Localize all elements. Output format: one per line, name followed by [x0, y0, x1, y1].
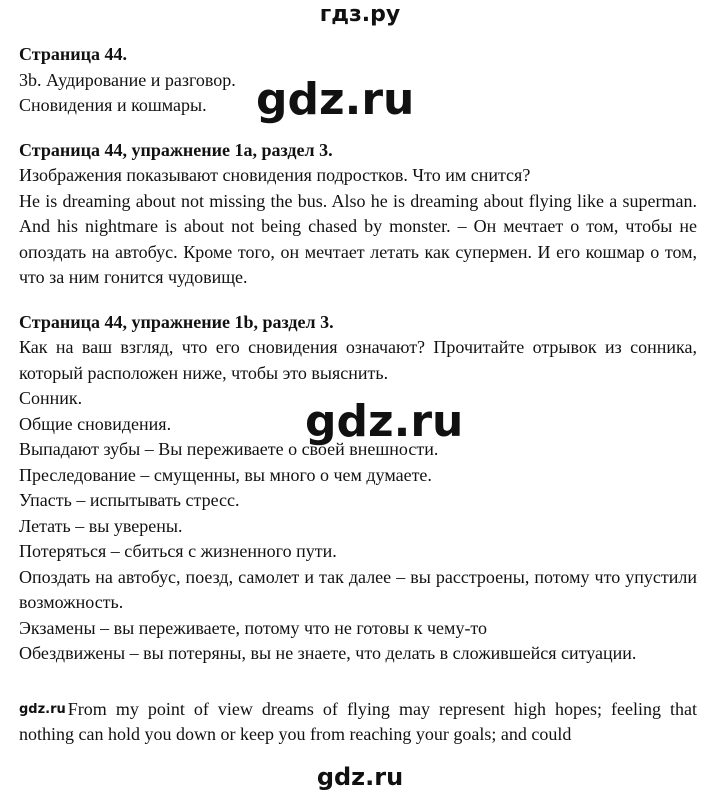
watermark: gdz.ru: [256, 74, 415, 125]
list-item: Обездвижены – вы потеряны, вы не знаете, что делать в сложившейся ситуации.: [19, 643, 637, 663]
list-item: Экзамены – вы переживаете, потому что не готовы к чему-то: [19, 617, 488, 638]
list-item: Сонник.: [19, 388, 83, 408]
section-heading: Страница 44.: [19, 44, 127, 64]
watermark: gdz.ru: [305, 396, 464, 447]
exercise-question-1a: Изображения показывают сновидения подростков. Что им снится?: [19, 165, 531, 185]
list-item: Выпадают зубы – Вы переживаете о своей внешности.: [19, 439, 439, 459]
exercise-heading-1b: Страница 44, упражнение 1b, раздел 3.: [19, 311, 334, 332]
list-item: Преследование – смущенны, вы много о чем думаете.: [19, 464, 432, 485]
answer-paragraph: [19, 697, 697, 748]
list-item: Общие сновидения.: [19, 413, 172, 434]
list-item: Потеряться – сбиться с жизненного пути.: [19, 541, 337, 561]
list-item: Опоздать на автобус, поезд, самолет и так далее – вы расстроены, потому что упустили возможность.: [19, 566, 697, 612]
document-body: [19, 42, 697, 748]
exercise-question-1b: Как на ваш взгляд, что его сновидения означают? Прочитайте отрывок из сонника, который расположен ниже, чтобы это выяснить.: [19, 337, 697, 383]
topic-title: Сновидения и кошмары.: [19, 95, 207, 115]
exercise-heading-1a: Страница 44, упражнение 1a, раздел 3.: [19, 139, 333, 160]
exercise-answer-1a: He is dreaming about not missing the bus. Also he is dreaming about flying like a superman. And his nightmare is about not being chased by monster. – Он мечтает о том, чтобы не опоздать на автобус. Кроме того, он мечтает летать как супермен. И его кошмар о том, что за ним гонится чудовище.: [19, 190, 697, 287]
list-item: Летать – вы уверены.: [19, 515, 183, 536]
answer-paragraph-text: From my point of view dreams of flying may represent high hopes; feeling that nothing can hold you down or keep you from reaching your goals; and could: [19, 698, 697, 744]
subsection-title: 3b. Аудирование и разговор.: [19, 69, 236, 90]
site-header: гдз.ру: [319, 2, 401, 27]
site-footer: gdz.ru: [316, 763, 404, 791]
watermark-small: gdz.ru: [19, 701, 66, 717]
list-item: Упасть – испытывать стресс.: [19, 490, 240, 510]
